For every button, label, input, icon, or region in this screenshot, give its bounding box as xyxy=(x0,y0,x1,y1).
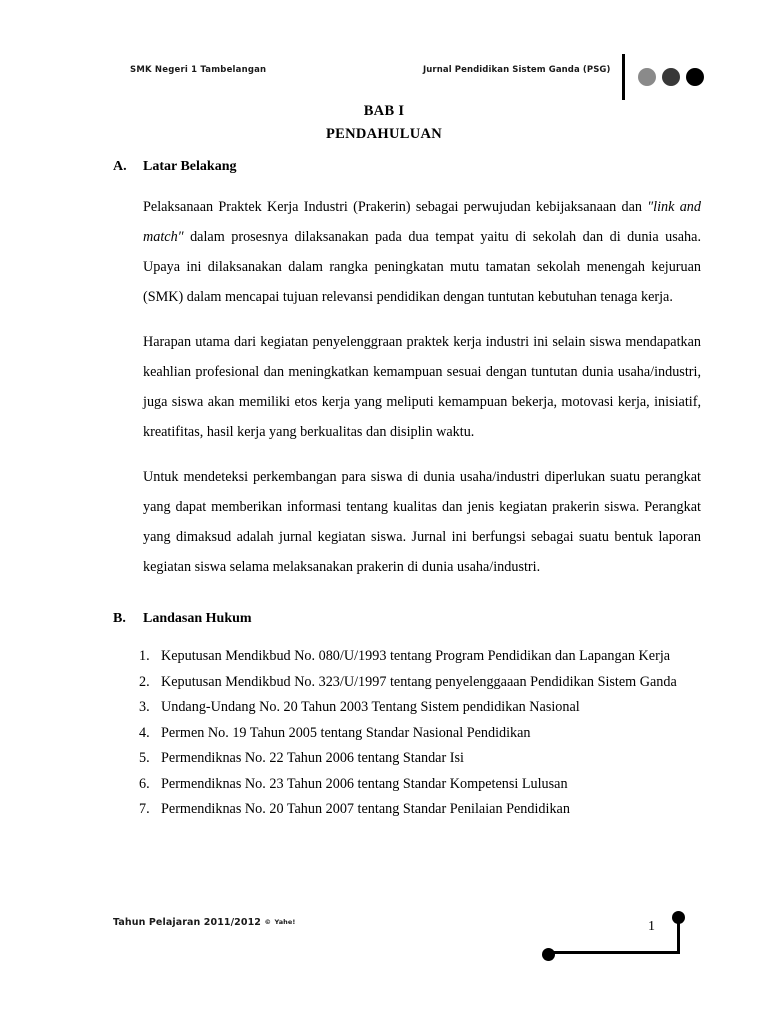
list-item xyxy=(113,644,701,670)
section-letter-a: A. xyxy=(113,159,127,174)
dot-bottom-left-icon xyxy=(542,948,555,961)
list-item-number: 3. xyxy=(139,699,150,715)
page-header xyxy=(0,60,768,100)
footer-year-text: Tahun Pelajaran 2011/2012 xyxy=(113,917,262,928)
list-item-text: Undang-Undang No. 20 Tahun 2003 Tentang Sistem pendidikan Nasional xyxy=(161,699,580,715)
page-number: 1 xyxy=(648,919,655,934)
footer-decoration xyxy=(540,909,688,959)
list-item-number: 1. xyxy=(139,648,150,664)
page-footer xyxy=(0,905,768,975)
circle-dark-icon xyxy=(662,68,680,86)
list-item-text: Permendiknas No. 20 Tahun 2007 tentang Standar Penilaian Pendidikan xyxy=(161,801,570,817)
dot-top-right-icon xyxy=(672,911,685,924)
list-item xyxy=(113,670,701,696)
section-title-a: Latar Belakang xyxy=(143,159,237,174)
list-item-text: Keputusan Mendikbud No. 323/U/1997 tentang penyelenggaaan Pendidikan Sistem Ganda xyxy=(161,673,677,690)
list-item-number: 7. xyxy=(139,801,150,817)
footer-academic-year xyxy=(113,917,295,928)
section-heading-a xyxy=(113,158,701,176)
list-item xyxy=(113,797,701,823)
paragraph-a1-before: Pelaksanaan Praktek Kerja Industri (Prakerin) sebagai perwujudan kebijaksanaan dan xyxy=(143,199,648,215)
chapter-number: BAB I xyxy=(363,103,405,119)
list-item xyxy=(113,721,701,747)
footer-credit: Yahe! xyxy=(274,918,296,926)
list-item xyxy=(113,695,701,721)
chapter-title xyxy=(0,100,768,146)
paragraph-a1-after: dalam prosesnya dilaksanakan pada dua tempat yaitu di sekolah dan di dunia usaha. Upaya ini dilaksanakan dalam rangka peningkatan mutu tamatan sekolah menengah kejuruan (SMK) dalam mencapai tujuan relevansi pendidikan dengan tuntutan kebutuhan tenaga kerja. xyxy=(143,229,701,305)
list-item-text: Permen No. 19 Tahun 2005 tentang Standar Nasional Pendidikan xyxy=(161,724,531,741)
document-body xyxy=(113,158,701,823)
circle-black-icon xyxy=(686,68,704,86)
list-item-number: 2. xyxy=(139,673,150,690)
list-item-number: 5. xyxy=(139,750,150,766)
section-letter-b: B. xyxy=(113,611,126,626)
circle-light-icon xyxy=(638,68,656,86)
section-title-b: Landasan Hukum xyxy=(143,611,252,626)
list-item xyxy=(113,772,701,798)
section-heading-b xyxy=(113,610,701,628)
chapter-name: PENDAHULUAN xyxy=(325,126,443,142)
list-item-number: 4. xyxy=(139,724,150,741)
list-item-text: Permendiknas No. 22 Tahun 2006 tentang Standar Isi xyxy=(161,750,464,766)
header-school-name: SMK Negeri 1 Tambelangan xyxy=(130,65,267,75)
copyright-icon: © xyxy=(264,918,272,926)
list-item-number: 6. xyxy=(139,775,150,792)
vertical-bar-icon xyxy=(622,54,625,100)
paragraph-a1-italic: ″link and match″ xyxy=(143,199,701,245)
horizontal-line-icon xyxy=(548,951,680,954)
paragraph-a2: Harapan utama dari kegiatan penyelenggraan praktek kerja industri ini selain siswa mendapatkan keahlian profesional dan meningkatkan kemampuan sesuai dengan tuntutan dunia usaha/industri, juga siswa akan memiliki etos kerja yang meliputi kemampuan bekerja, motovasi kerja, inisiatif, kreatifitas, hasil kerja yang berkualitas dan disiplin waktu. xyxy=(143,334,701,440)
paragraph-a3: Untuk mendeteksi perkembangan para siswa di dunia usaha/industri diperlukan suatu perangkat yang dapat memberikan informasi tentang kualitas dan jenis kegiatan prakerin siswa. Perangkat yang dimaksud adalah jurnal kegiatan siswa. Jurnal ini berfungsi sebagai suatu bentuk laporan kegiatan siswa selama melaksanakan prakerin di dunia usaha/industri. xyxy=(143,469,701,575)
list-item-text: Keputusan Mendikbud No. 080/U/1993 tentang Program Pendidikan dan Lapangan Kerja xyxy=(161,648,671,664)
header-decoration xyxy=(622,54,712,102)
header-journal-title: Jurnal Pendidikan Sistem Ganda (PSG) xyxy=(423,65,611,75)
list-item xyxy=(113,746,701,772)
legal-basis-list xyxy=(113,644,701,823)
paragraph-a1 xyxy=(113,192,701,312)
list-item-text: Permendiknas No. 23 Tahun 2006 tentang Standar Kompetensi Lulusan xyxy=(161,775,568,792)
